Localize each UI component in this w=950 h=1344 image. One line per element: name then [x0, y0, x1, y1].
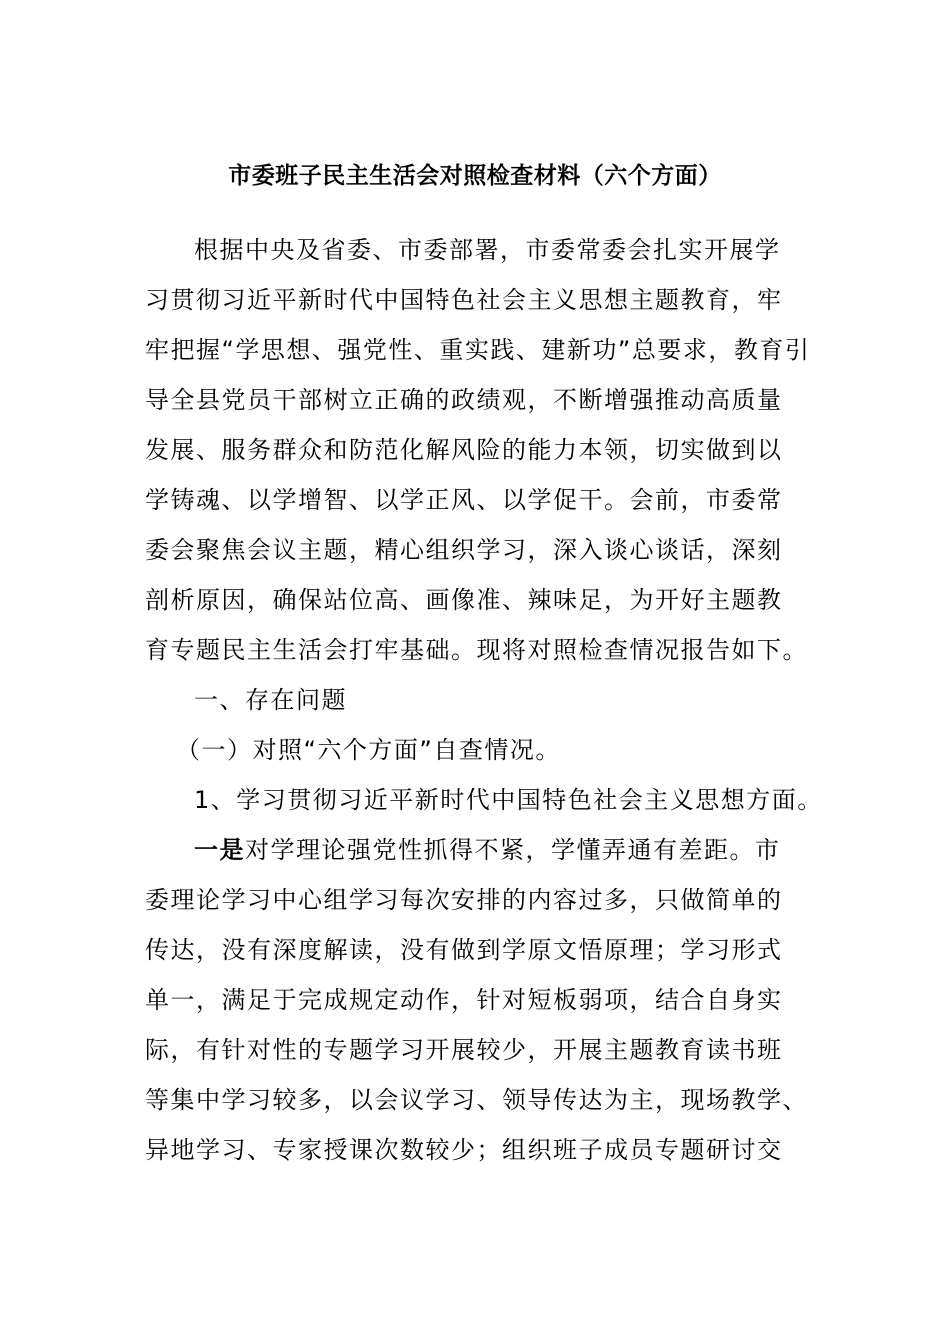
bold-lead: 一是	[194, 836, 245, 864]
subsection-heading: （一）对照“六个方面”自查情况。	[176, 736, 561, 764]
paragraph-line: 单一，满足于完成规定动作，针对短板弱项，结合自身实	[145, 986, 783, 1014]
paragraph-line: 发展、服务群众和防范化解风险的能力本领，切实做到以	[145, 436, 783, 464]
paragraph-line: 等集中学习较多，以会议学习、领导传达为主，现场教学、	[145, 1086, 808, 1114]
paragraph-line-text: 对学理论强党性抓得不紧，学懂弄通有差距。市	[245, 836, 781, 864]
paragraph-line: 剖析原因，确保站位高、画像准、辣味足，为开好主题教	[145, 586, 783, 614]
paragraph-line: 际，有针对性的专题学习开展较少，开展主题教育读书班	[145, 1036, 783, 1064]
paragraph-line: 学铸魂、以学增智、以学正风、以学促干。会前，市委常	[145, 486, 783, 514]
paragraph-line: 传达，没有深度解读，没有做到学原文悟原理；学习形式	[145, 936, 783, 964]
paragraph-line: 导全县党员干部树立正确的政绩观，不断增强推动高质量	[145, 386, 783, 414]
paragraph-line: 牢把握“学思想、强党性、重实践、建新功”总要求，教育引	[145, 336, 811, 364]
paragraph-line: 育专题民主生活会打牢基础。现将对照检查情况报告如下。	[145, 636, 808, 664]
paragraph-line	[194, 832, 781, 868]
paragraph-line: 习贯彻习近平新时代中国特色社会主义思想主题教育，牢	[145, 286, 783, 314]
item-heading: 1、学习贯彻习近平新时代中国特色社会主义思想方面。	[194, 786, 823, 814]
paragraph-line: 根据中央及省委、市委部署，市委常委会扎实开展学	[194, 236, 781, 264]
paragraph-line: 委会聚焦会议主题，精心组织学习，深入谈心谈话，深刻	[145, 536, 783, 564]
paragraph-line: 委理论学习中心组学习每次安排的内容过多，只做简单的	[145, 886, 783, 914]
section-heading: 一、存在问题	[194, 686, 347, 714]
paragraph-line: 异地学习、专家授课次数较少；组织班子成员专题研讨交	[145, 1136, 783, 1164]
document-title: 市委班子民主生活会对照检查材料（六个方面）	[228, 163, 722, 189]
